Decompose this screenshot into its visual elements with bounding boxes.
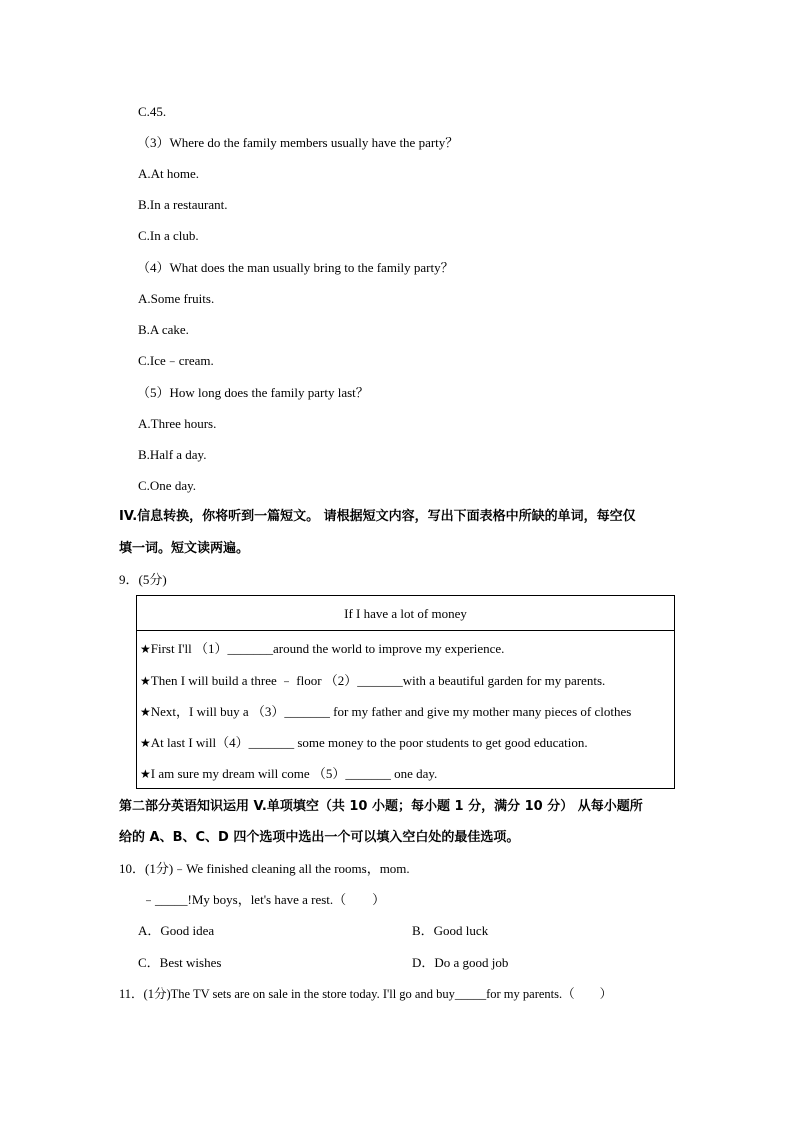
- star-icon: ★: [140, 705, 151, 719]
- star-icon: ★: [140, 767, 151, 781]
- q11-question: 11．(1分)The TV sets are on sale in the store today. I'll go and buy_____for my parents.（ ）: [119, 987, 613, 1001]
- section4-title-cont: 填一词。短文读两遍。: [119, 541, 250, 556]
- table-row-text: Next，I will buy a （3）_______ for my father and give my mother many pieces of clothes: [150, 704, 632, 719]
- table-heading: If I have a lot of money: [137, 596, 674, 631]
- q4-option-a: A.Some fruits.: [138, 291, 215, 306]
- section5-title-cont: 给的 A、B、C、D 四个选项中选出一个可以填入空白处的最佳选项。: [119, 830, 520, 845]
- q3-question: （3）Where do the family members usually have the party？: [137, 135, 459, 150]
- table-row: [140, 704, 631, 720]
- q4-option-c: C.Ice﹣cream.: [138, 353, 214, 368]
- q10-response: ﹣_____!My boys，let's have a rest.（ ）: [142, 892, 386, 907]
- star-icon: ★: [140, 642, 151, 656]
- q5-question: （5）How long does the family party last？: [137, 385, 369, 400]
- q5-option-a: A.Three hours.: [138, 416, 217, 431]
- table-row-text: At last I will（4）_______ some money to the poor students to get good education.: [150, 735, 588, 750]
- q5-option-b: B.Half a day.: [138, 447, 207, 462]
- table-row-text: First I'll （1）_______around the world to improve my experience.: [150, 641, 505, 656]
- q10-question: 10．(1分)﹣We finished cleaning all the rooms，mom.: [119, 861, 410, 876]
- table-row-text: Then I will build a three ﹣ floor （2）_______with a beautiful garden for my parents.: [150, 673, 606, 688]
- q3-option-a: A.At home.: [138, 166, 200, 181]
- q4-question: （4）What does the man usually bring to the family party？: [137, 260, 454, 275]
- info-table: [136, 595, 675, 789]
- star-icon: ★: [140, 736, 151, 750]
- table-row-text: I am sure my dream will come （5）_______ one day.: [150, 766, 438, 781]
- q10-option-d: D．Do a good job: [412, 955, 509, 970]
- section5-title: 第二部分英语知识运用 V.单项填空（共 10 小题；每小题 1 分，满分 10 分） 从每小题所: [119, 799, 643, 814]
- table-row: [140, 673, 605, 689]
- section4-title: IV.信息转换，你将听到一篇短文。 请根据短文内容，写出下面表格中所缺的单词，每空仅: [119, 509, 636, 524]
- q4-option-b: B.A cake.: [138, 322, 189, 337]
- q10-option-a: A．Good idea: [138, 923, 215, 938]
- q3-option-c: C.In a club.: [138, 228, 199, 243]
- star-icon: ★: [140, 674, 151, 688]
- table-row: [140, 735, 588, 751]
- table-row: [140, 641, 504, 657]
- q5-option-c: C.One day.: [138, 478, 197, 493]
- q3-option-b: B.In a restaurant.: [138, 197, 228, 212]
- q10-option-b: B．Good luck: [412, 923, 489, 938]
- table-row: [140, 766, 437, 782]
- q9-label: 9．(5分): [119, 572, 167, 587]
- q2-option-c: C.45.: [138, 104, 167, 119]
- q10-option-c: C．Best wishes: [138, 955, 222, 970]
